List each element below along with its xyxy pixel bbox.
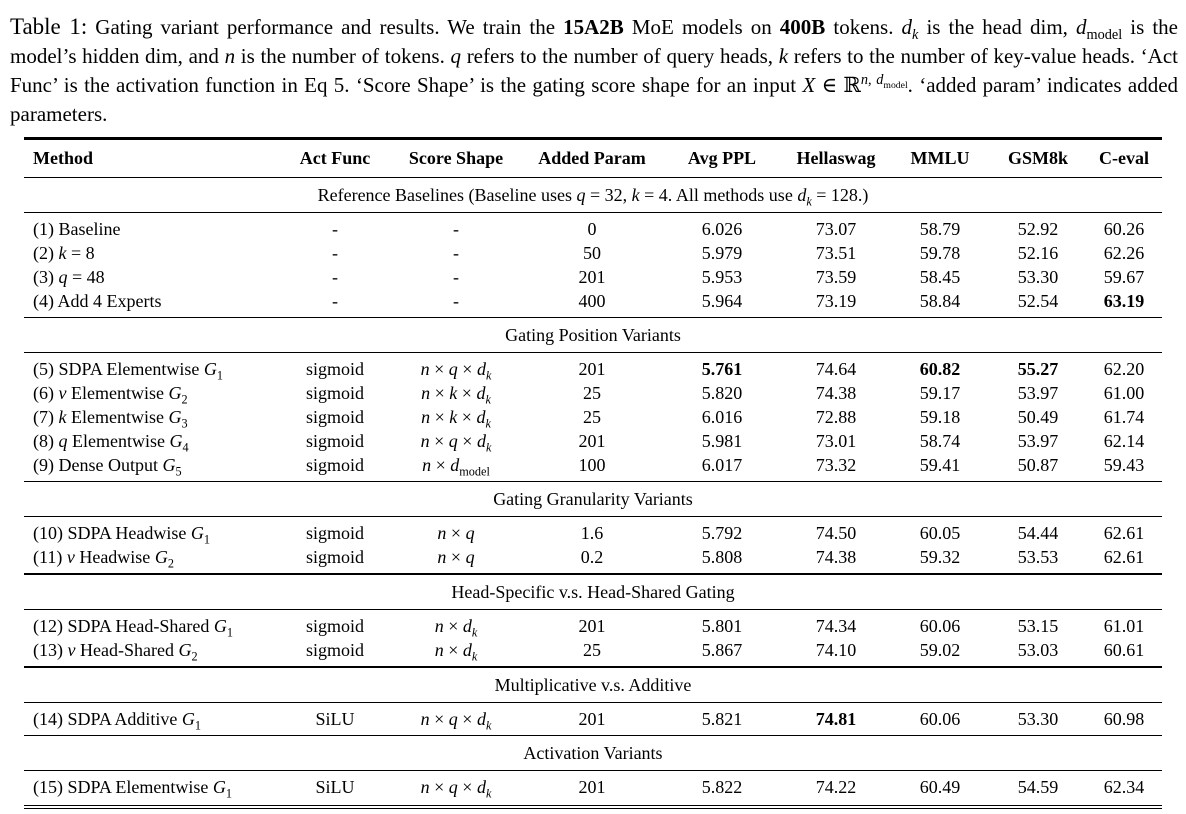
value-cell: - <box>332 242 338 263</box>
table-row <box>24 453 1162 482</box>
value-cell: 6.016 <box>701 406 743 427</box>
value-cell: 74.38 <box>815 382 857 403</box>
table-row <box>24 545 1162 574</box>
value-cell: 50.49 <box>1017 406 1059 427</box>
value-cell: 201 <box>578 430 606 451</box>
value-cell: $n \times k \times d_k$ <box>421 406 491 429</box>
column-header-gsm8k: GSM8k <box>990 139 1086 178</box>
method-cell: (8) q Elementwise $G_4$ <box>33 430 189 453</box>
method-cell: (5) SDPA Elementwise $G_1$ <box>33 358 223 381</box>
value-cell: - <box>332 218 338 239</box>
value-cell: - <box>453 266 459 287</box>
value-cell: 53.53 <box>1017 546 1059 567</box>
method-cell: (3) q = 48 <box>33 266 105 287</box>
value-cell: 62.14 <box>1103 430 1145 451</box>
value-cell: 54.44 <box>1017 522 1059 543</box>
table-row <box>24 703 1162 736</box>
section-title-row <box>24 574 1162 610</box>
table-row <box>24 241 1162 265</box>
value-cell: 60.61 <box>1103 639 1145 660</box>
value-cell: 74.22 <box>782 771 890 808</box>
column-header-c-eval: C-eval <box>1086 139 1162 178</box>
value-cell: sigmoid <box>305 358 364 379</box>
value-cell: n × q <box>437 546 475 567</box>
value-cell: 5.821 <box>701 708 743 729</box>
value-cell: 60.26 <box>1103 218 1145 239</box>
value-cell: $n \times q \times d_k$ <box>420 358 492 381</box>
table-row <box>24 405 1162 429</box>
value-cell: 5.792 <box>701 522 743 543</box>
value-cell: 60.06 <box>919 615 961 636</box>
value-cell: 59.18 <box>919 406 961 427</box>
value-cell: 74.10 <box>815 639 857 660</box>
value-cell: $n \times d_k$ <box>434 615 478 638</box>
table-row <box>24 265 1162 289</box>
value-cell: 25 <box>583 639 601 660</box>
header-row <box>24 139 1162 178</box>
value-cell: 5.964 <box>701 290 743 311</box>
column-header-method: Method <box>24 139 280 178</box>
method-cell: (1) Baseline <box>33 218 121 239</box>
value-cell: 63.19 <box>1103 290 1145 311</box>
value-cell: 74.34 <box>815 615 857 636</box>
value-cell: 1.6 <box>580 522 604 543</box>
value-cell: 55.27 <box>1017 358 1059 379</box>
value-cell: 53.97 <box>1017 382 1059 403</box>
table-row <box>24 638 1162 667</box>
value-cell: 50.87 <box>1017 454 1059 475</box>
value-cell: 73.19 <box>815 290 857 311</box>
value-cell: 58.84 <box>919 290 961 311</box>
method-cell: (2) k = 8 <box>33 242 95 263</box>
value-cell: 60.05 <box>919 522 961 543</box>
value-cell: 5.820 <box>701 382 743 403</box>
table-row <box>24 517 1162 546</box>
section-title: Reference Baselines (Baseline uses q = 32, k = 4. All methods use $d_k = 128$.) <box>24 178 1162 213</box>
caption-text: Gating variant performance and results. We train the 15A2B MoE models on 400B tokens. $d_k$ is the head dim, $d_{model}$ is the model’s hidden dim, and n is the number of tokens. q refers to the number of query heads, k refers to the number of key-value heads. ‘Act Func’ is the activation function in Eq 5. ‘Score Shape’ is the gating score shape for an input X ∈ ℝ$^{n, d_{model}}$. ‘added param’ indicates added parameters. <box>10 15 1179 126</box>
value-cell: 58.45 <box>919 266 961 287</box>
value-cell: 5.808 <box>701 546 743 567</box>
section-title-row <box>24 178 1162 213</box>
value-cell: sigmoid <box>305 522 364 543</box>
table-row <box>24 429 1162 453</box>
value-cell: 62.20 <box>1103 358 1145 379</box>
value-cell: sigmoid <box>305 430 364 451</box>
column-header-score-shape: Score Shape <box>390 139 522 178</box>
value-cell: n × q <box>437 522 475 543</box>
value-cell: 52.54 <box>1017 290 1059 311</box>
column-header-hellaswag: Hellaswag <box>782 139 890 178</box>
value-cell: 25 <box>583 382 601 403</box>
value-cell: sigmoid <box>305 382 364 403</box>
value-cell: 62.26 <box>1103 242 1145 263</box>
table-row <box>24 381 1162 405</box>
value-cell: - <box>332 290 338 311</box>
table-row <box>24 213 1162 242</box>
value-cell: sigmoid <box>305 546 364 567</box>
method-cell: (10) SDPA Headwise $G_1$ <box>33 522 210 545</box>
value-cell: 201 <box>522 771 662 808</box>
value-cell: 5.761 <box>701 358 743 379</box>
value-cell: 60.98 <box>1103 708 1145 729</box>
value-cell: $n \times q \times d_k$ <box>420 430 492 453</box>
section-title-row <box>24 482 1162 517</box>
value-cell: 60.82 <box>919 358 961 379</box>
value-cell: 53.30 <box>1017 708 1059 729</box>
value-cell: 54.59 <box>990 771 1086 808</box>
value-cell: $n \times q \times d_k$ <box>420 708 492 733</box>
value-cell: 74.50 <box>815 522 857 543</box>
value-cell: 6.017 <box>701 454 743 475</box>
value-cell: 53.03 <box>1017 639 1059 660</box>
method-cell: (15) SDPA Elementwise $G_1$ <box>24 771 280 808</box>
method-cell: (7) k Elementwise $G_3$ <box>33 406 188 429</box>
table-row <box>24 289 1162 318</box>
value-cell: 50 <box>583 242 601 263</box>
method-cell: (11) v Headwise $G_2$ <box>33 546 174 571</box>
value-cell: 25 <box>583 406 601 427</box>
value-cell: sigmoid <box>305 406 364 427</box>
value-cell: 74.64 <box>815 358 857 379</box>
value-cell: 53.97 <box>1017 430 1059 451</box>
table-row <box>24 610 1162 639</box>
value-cell: 61.00 <box>1103 382 1145 403</box>
value-cell: 73.01 <box>815 430 857 451</box>
section-title: Gating Position Variants <box>24 318 1162 353</box>
value-cell: $n \times d_k$ <box>434 639 478 664</box>
value-cell: - <box>332 266 338 287</box>
value-cell: 62.34 <box>1086 771 1162 808</box>
method-cell: (9) Dense Output $G_5$ <box>33 454 182 479</box>
value-cell: 5.979 <box>701 242 743 263</box>
method-cell: (13) v Head-Shared $G_2$ <box>33 639 198 664</box>
value-cell: 74.38 <box>815 546 857 567</box>
value-cell: 59.43 <box>1103 454 1145 475</box>
value-cell: $n \times q \times d_k$ <box>390 771 522 808</box>
value-cell: 74.81 <box>815 708 857 729</box>
value-cell: SiLU <box>315 708 355 729</box>
value-cell: 201 <box>578 615 606 636</box>
value-cell: 60.49 <box>890 771 990 808</box>
value-cell: 59.17 <box>919 382 961 403</box>
value-cell: 58.74 <box>919 430 961 451</box>
value-cell: 201 <box>578 266 606 287</box>
value-cell: 201 <box>578 708 606 729</box>
value-cell: 52.92 <box>1017 218 1059 239</box>
section-title-row <box>24 318 1162 353</box>
section-title: Head-Specific v.s. Head-Shared Gating <box>24 574 1162 610</box>
value-cell: - <box>453 218 459 239</box>
value-cell: sigmoid <box>305 639 364 660</box>
table-caption <box>10 12 1178 129</box>
results-table <box>24 137 1162 809</box>
section-title: Activation Variants <box>24 736 1162 771</box>
value-cell: 73.51 <box>815 242 857 263</box>
method-cell: (4) Add 4 Experts <box>33 290 162 311</box>
value-cell: $n \times k \times d_k$ <box>421 382 491 405</box>
value-cell: 5.867 <box>701 639 743 660</box>
column-header-act-func: Act Func <box>280 139 390 178</box>
value-cell: 58.79 <box>919 218 961 239</box>
value-cell: 100 <box>578 454 606 475</box>
section-title-row <box>24 736 1162 771</box>
value-cell: 53.30 <box>1017 266 1059 287</box>
caption-label: Table 1: <box>10 14 88 39</box>
section-title: Gating Granularity Variants <box>24 482 1162 517</box>
value-cell: 400 <box>578 290 606 311</box>
column-header-avg-ppl: Avg PPL <box>662 139 782 178</box>
column-header-mmlu: MMLU <box>890 139 990 178</box>
value-cell: 61.74 <box>1103 406 1145 427</box>
value-cell: 5.801 <box>701 615 743 636</box>
section-title: Multiplicative v.s. Additive <box>24 667 1162 703</box>
value-cell: 59.67 <box>1103 266 1145 287</box>
value-cell: 5.953 <box>701 266 743 287</box>
value-cell: 201 <box>578 358 606 379</box>
value-cell: 59.78 <box>919 242 961 263</box>
value-cell: sigmoid <box>305 454 364 475</box>
value-cell: 73.07 <box>815 218 857 239</box>
value-cell: 59.32 <box>919 546 961 567</box>
value-cell: 6.026 <box>701 218 743 239</box>
table-row <box>24 353 1162 382</box>
value-cell: 73.32 <box>815 454 857 475</box>
table-body <box>24 178 1162 808</box>
value-cell: 73.59 <box>815 266 857 287</box>
value-cell: - <box>453 242 459 263</box>
value-cell: 61.01 <box>1103 615 1145 636</box>
table-row <box>24 771 1162 808</box>
value-cell: 0 <box>587 218 597 239</box>
value-cell: 52.16 <box>1017 242 1059 263</box>
value-cell: 53.15 <box>1017 615 1059 636</box>
section-title-row <box>24 667 1162 703</box>
value-cell: 62.61 <box>1103 546 1145 567</box>
value-cell: 59.02 <box>919 639 961 660</box>
value-cell: SiLU <box>280 771 390 808</box>
value-cell: sigmoid <box>305 615 364 636</box>
method-cell: (6) v Elementwise $G_2$ <box>33 382 188 405</box>
value-cell: - <box>453 290 459 311</box>
method-cell: (12) SDPA Head-Shared $G_1$ <box>33 615 233 638</box>
value-cell: 5.822 <box>662 771 782 808</box>
value-cell: 62.61 <box>1103 522 1145 543</box>
value-cell: $n \times d_{model}$ <box>422 454 490 479</box>
column-header-added-param: Added Param <box>522 139 662 178</box>
method-cell: (14) SDPA Additive $G_1$ <box>33 708 201 733</box>
value-cell: 5.981 <box>701 430 743 451</box>
value-cell: 72.88 <box>815 406 857 427</box>
value-cell: 0.2 <box>580 546 604 567</box>
value-cell: 60.06 <box>919 708 961 729</box>
value-cell: 59.41 <box>919 454 961 475</box>
